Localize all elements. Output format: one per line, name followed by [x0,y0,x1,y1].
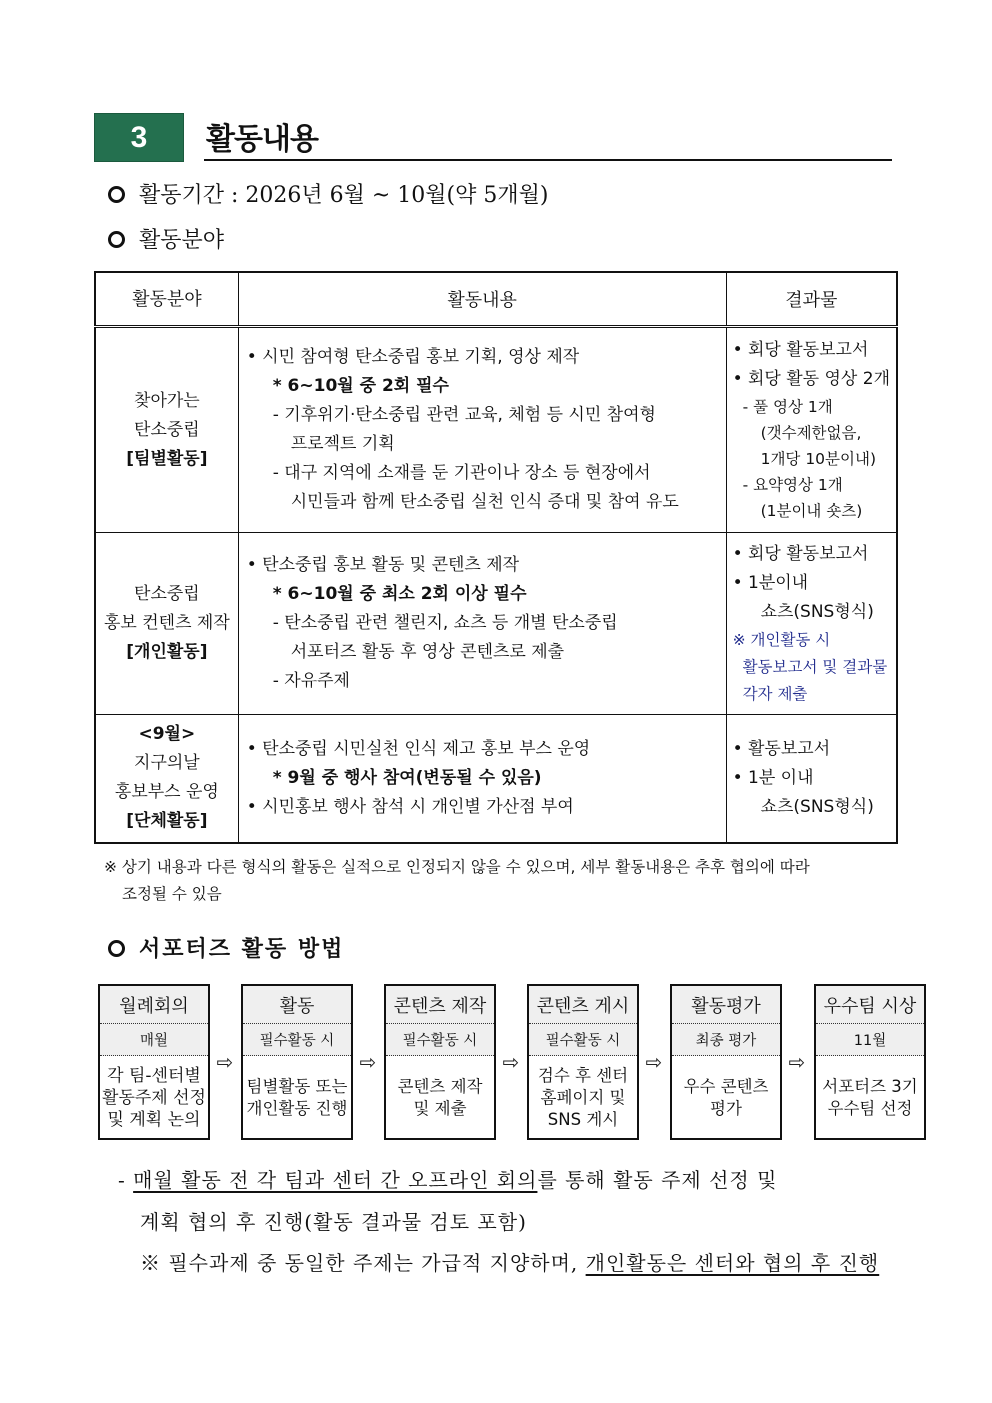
content-dash-cont: 시민들과 함께 탄소중립 실천 인식 증대 및 참여 유도 [290,492,679,512]
underlined-phrase: 개인활동은 센터와 협의 후 진행 [585,1251,880,1275]
method-description-line1 [118,1164,777,1193]
flow-step-desc: 각 팀-센터별 활동주제 선정 및 계획 논의 [102,1066,206,1130]
flow-step-timing: 11월 [816,1024,924,1056]
result-sub: 1개당 10분이내) [760,450,877,468]
result-sub: (1분이내 숏츠) [760,502,863,520]
flow-step-monthly-meeting [98,984,210,1140]
content-dash: - 기후위기·탄소중립 관련 교육, 체험 등 시민 참여형 [272,405,656,425]
result-item: • 회당 활동보고서 [732,340,869,360]
field-month: <9월> [138,724,196,745]
arrow-right-icon: ⇨ [788,1050,806,1074]
field-line: 찾아가는 [134,390,200,411]
header-field: 활동분야 [95,272,238,327]
section-title-underline [204,159,892,161]
circle-bullet-icon [108,186,125,203]
result-item: • 회당 활동 영상 2개 [732,369,890,389]
arrow-right-icon: ⇨ [359,1050,377,1074]
result-sub: (갯수제한없음, [760,424,862,442]
content-dash: - 자유주제 [272,671,350,691]
activity-field-heading [108,223,224,254]
field-type: [단체활동] [126,811,208,832]
field-type: [팀별활동] [126,448,208,469]
row-field [95,327,238,533]
content-bullet: • 시민홍보 행사 참석 시 개인별 가산점 부여 [246,796,574,817]
content-bullet: • 탄소중립 시민실천 인식 제고 홍보 부스 운영 [246,738,591,759]
flow-step-activity [241,984,353,1140]
section-title: 활동내용 [206,122,318,157]
flow-step-timing: 매월 [100,1024,208,1056]
method-note [140,1247,879,1276]
activity-table [94,271,898,844]
footnote-line: ※ 상기 내용과 다른 형식의 활동은 실적으로 인정되지 않을 수 있으며, 세부 활동내용은 추후 협의에 따라 [104,858,810,876]
table-row [95,715,897,843]
table-footnote [104,854,904,908]
flow-step-desc: 서포터즈 3기 우수팀 선정 [822,1077,918,1118]
row-results [726,715,897,843]
flow-step-desc: 팀별활동 또는 개인활동 진행 [246,1077,348,1118]
flow-step-timing: 필수활동 시 [529,1024,637,1056]
flow-step-timing: 필수활동 시 [386,1024,494,1056]
result-item: • 1분 이내 [732,767,814,788]
flow-step-award [814,984,926,1140]
method-description-line2: 계획 협의 후 진행(활동 결과물 검토 포함) [140,1210,527,1234]
table-row [95,533,897,715]
field-line: 홍보부스 운영 [114,782,219,803]
flow-step-timing: 필수활동 시 [243,1024,351,1056]
result-item: • 활동보고서 [732,738,831,759]
content-bullet: • 시민 참여형 탄소중립 홍보 기획, 영상 제작 [246,347,580,367]
row-field [95,715,238,843]
flow-step-content-posting [527,984,639,1140]
result-sub: - 요약영상 1개 [742,476,843,494]
activity-period [108,178,548,209]
header-content: 활동내용 [238,272,726,327]
activity-field-heading-text: 활동분야 [139,228,225,253]
flow-step-desc: 콘텐츠 제작 및 제출 [397,1077,483,1118]
content-bullet: • 탄소중립 홍보 활동 및 콘텐츠 제작 [246,555,520,575]
field-type: [개인활동] [126,642,208,662]
flow-step-title: 콘텐츠 제작 [386,986,494,1024]
result-sub: - 풀 영상 1개 [742,398,833,416]
flow-step-desc: 검수 후 센터 홈페이지 및 SNS 게시 [537,1066,629,1129]
result-item: • 회당 활동보고서 [732,543,869,564]
content-required: * 6~10월 중 최소 2회 이상 필수 [272,584,527,604]
content-dash: - 대구 지역에 소재를 둔 기관이나 장소 등 현장에서 [272,463,651,483]
method-heading-text: 서포터즈 활동 방법 [139,936,345,962]
circle-bullet-icon [108,231,125,248]
flow-step-title: 우수팀 시상 [816,986,924,1024]
table-row [95,327,897,533]
flow-step-desc: 우수 콘텐츠 평가 [683,1077,769,1118]
arrow-right-icon: ⇨ [502,1050,520,1074]
circle-bullet-icon [108,940,125,957]
section-number: 3 [130,120,148,154]
row-content [238,715,726,843]
result-note: 각자 제출 [742,684,808,703]
flow-step-evaluation [670,984,782,1140]
field-line: 탄소중립 [134,584,200,604]
field-line: 탄소중립 [134,419,200,440]
result-note: ※ 개인활동 시 [732,630,831,649]
dash-marker: - [118,1168,134,1192]
activity-period-text: 활동기간 : 2026년 6월 ~ 10월(약 5개월) [139,183,549,208]
content-required: * 6~10월 중 2회 필수 [272,376,449,396]
arrow-right-icon: ⇨ [645,1050,663,1074]
underlined-phrase: 매월 활동 전 각 팀과 센터 간 오프라인 회의 [133,1168,538,1192]
content-dash-cont: 서포터즈 활동 후 영상 콘텐츠로 제출 [290,642,565,662]
flow-step-timing: 최종 평가 [672,1024,780,1056]
flow-step-content-production [384,984,496,1140]
arrow-right-icon: ⇨ [216,1050,234,1074]
content-required: * 9월 중 행사 참여(변동될 수 있음) [272,767,542,788]
content-dash: - 탄소중립 관련 챌린지, 쇼츠 등 개별 탄소중립 [272,613,618,633]
flow-step-title: 활동평가 [672,986,780,1024]
method-heading [108,932,344,963]
row-results [726,533,897,715]
header-results: 결과물 [726,272,897,327]
footnote-line: 조정될 수 있음 [122,885,222,903]
row-results [726,327,897,533]
field-line: 지구의날 [134,753,200,774]
row-content [238,327,726,533]
field-line: 홍보 컨텐츠 제작 [103,613,230,633]
flow-step-title: 콘텐츠 게시 [529,986,637,1024]
result-item: • 1분이내 [732,572,809,593]
note-text: ※ 필수과제 중 동일한 주제는 가급적 지양하며, [140,1251,586,1275]
row-content [238,533,726,715]
result-note: 활동보고서 및 결과물 [742,657,888,676]
section-number-badge [94,113,184,162]
row-field [95,533,238,715]
description-text: 를 통해 활동 주제 선정 및 [537,1168,778,1192]
content-dash-cont: 프로젝트 기획 [290,434,395,454]
result-sub: 쇼츠(SNS형식) [760,796,874,817]
flow-step-title: 월례회의 [100,986,208,1024]
result-sub: 쇼츠(SNS형식) [760,601,874,622]
table-header-row [95,272,897,327]
flow-step-title: 활동 [243,986,351,1024]
